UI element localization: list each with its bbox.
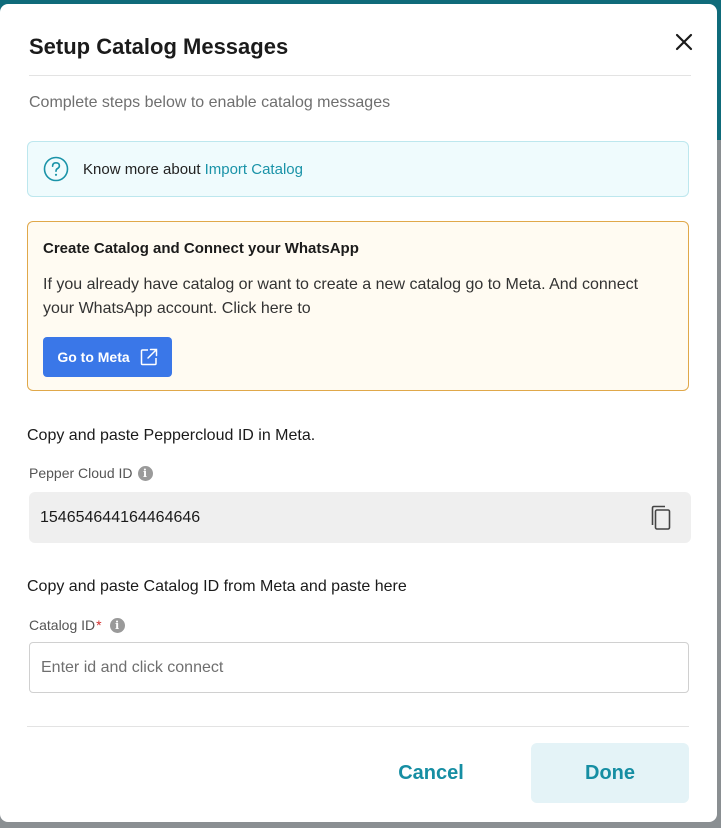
required-mark: * [96, 617, 102, 633]
setup-catalog-modal [0, 4, 717, 822]
info-icon[interactable]: i [138, 466, 153, 481]
close-icon [675, 33, 693, 51]
create-catalog-title: Create Catalog and Connect your WhatsApp [43, 240, 359, 257]
catalog-id-label [29, 617, 125, 633]
modal-subtitle: Complete steps below to enable catalog messages [29, 94, 391, 111]
pepper-id-label [29, 465, 153, 481]
copy-icon[interactable] [649, 504, 673, 532]
modal-title: Setup Catalog Messages [29, 34, 289, 59]
go-to-meta-label: Go to Meta [57, 349, 130, 365]
catalog-id-label-text: Catalog ID [29, 617, 96, 633]
import-catalog-info-banner [27, 141, 689, 197]
pepper-id-value: 154654644164464646 [40, 508, 201, 526]
header-divider [29, 75, 691, 76]
info-banner-text: Know more about [83, 160, 201, 178]
catalog-id-input[interactable] [29, 642, 689, 693]
pepper-id-instruction: Copy and paste Peppercloud ID in Meta. [27, 427, 316, 444]
pepper-id-label-text: Pepper Cloud ID [29, 465, 133, 481]
create-catalog-box [27, 221, 689, 391]
question-circle-icon [43, 156, 69, 182]
external-link-icon [140, 348, 158, 366]
go-to-meta-button[interactable] [43, 337, 172, 377]
done-button[interactable]: Done [531, 743, 689, 803]
create-catalog-description: If you already have catalog or want to create a new catalog go to Meta. And connect your WhatsApp account. Click here to [43, 276, 639, 317]
footer-divider [27, 726, 689, 727]
import-catalog-link[interactable]: Import Catalog [204, 160, 303, 178]
pepper-id-field [29, 492, 691, 543]
close-button[interactable] [668, 26, 700, 58]
cancel-button[interactable]: Cancel [370, 744, 492, 802]
info-icon[interactable]: i [110, 618, 125, 633]
catalog-id-instruction: Copy and paste Catalog ID from Meta and paste here [27, 578, 407, 595]
